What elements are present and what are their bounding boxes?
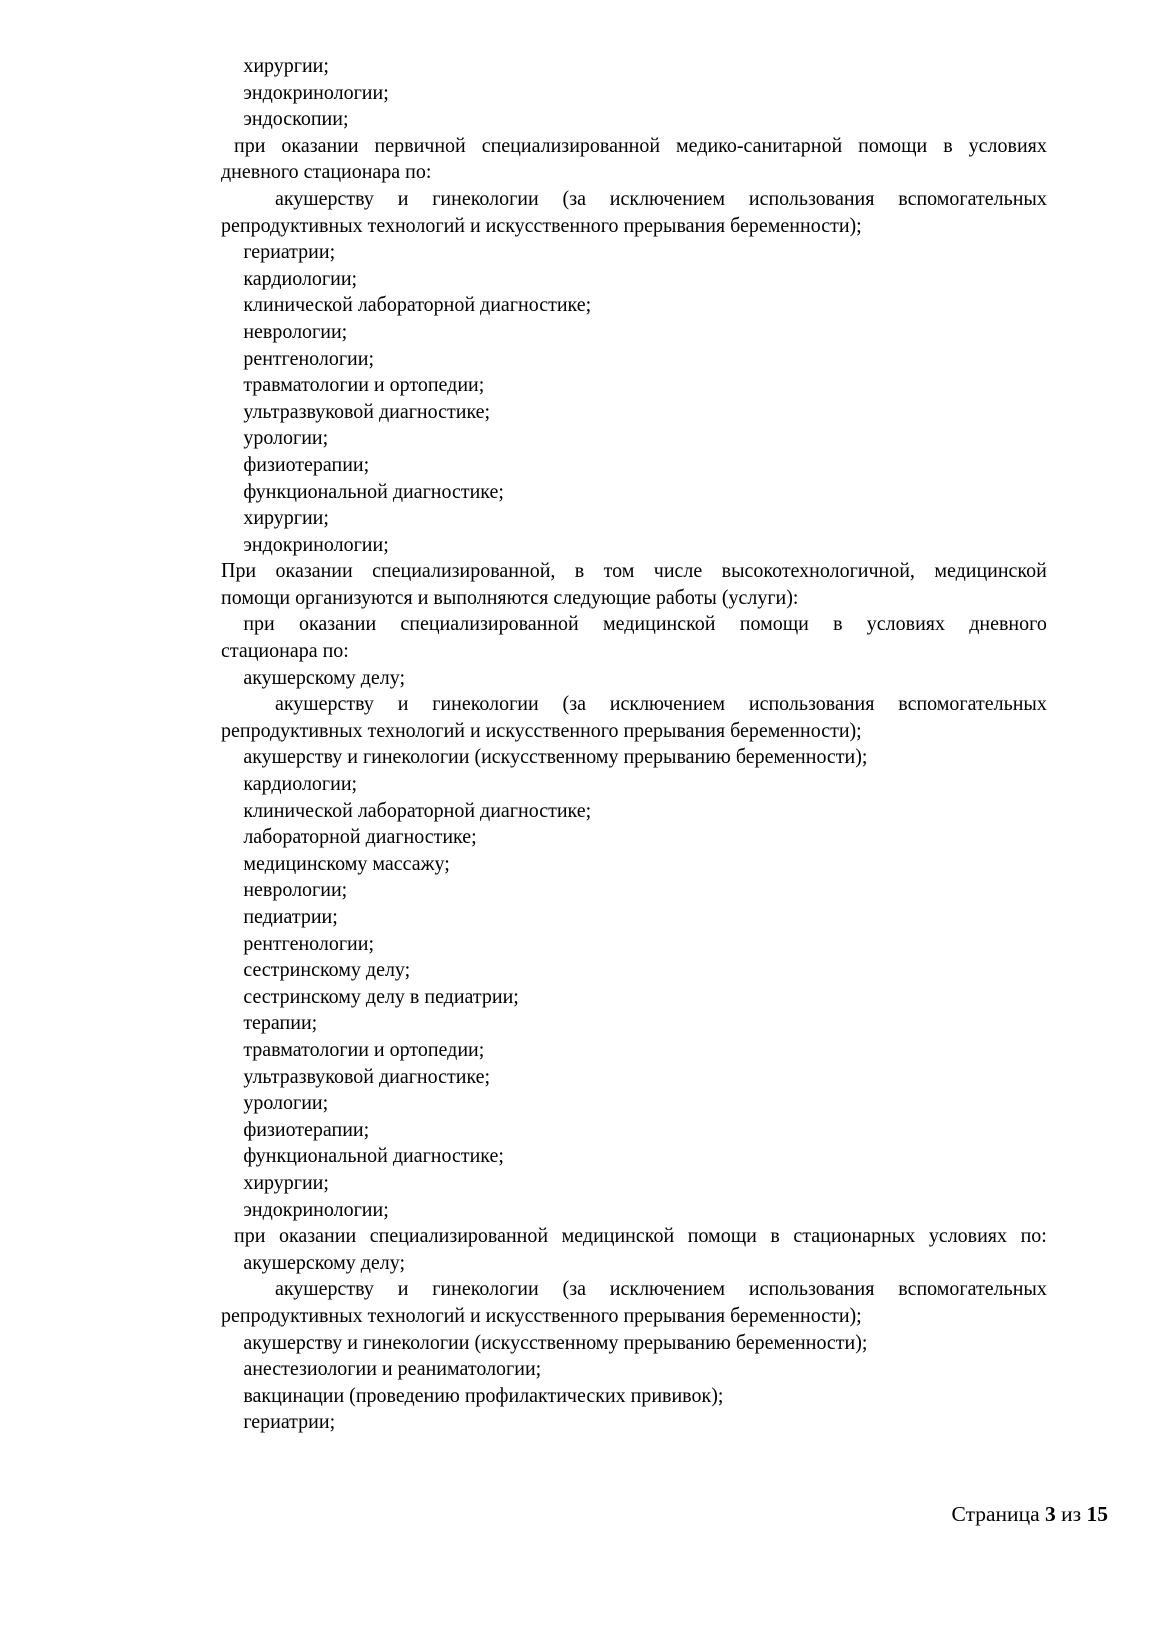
text-line: стационара по: xyxy=(221,638,349,663)
text-line: акушерству и гинекологии (за исключением использования вспомогательных xyxy=(274,691,1047,716)
text-line: эндокринологии; xyxy=(243,531,389,556)
text-line: акушерству и гинекологии (за исключением использования вспомогательных xyxy=(274,1276,1047,1301)
text-line: рентгенологии; xyxy=(243,345,375,370)
document-body xyxy=(221,52,1047,1435)
text-line: хирургии; xyxy=(243,53,329,77)
text-line: педиатрии; xyxy=(243,904,338,928)
text-line: репродуктивных технологий и искусственного прерывания беременности); xyxy=(221,1302,862,1327)
text-line: акушерству и гинекологии (за исключением использования вспомогательных xyxy=(274,185,1047,210)
text-line: эндоскопии; xyxy=(243,106,349,131)
text-line: ультразвуковой диагностике; xyxy=(243,1063,491,1088)
text-line: вакцинации (проведению профилактических прививок); xyxy=(243,1382,724,1407)
text-line: лабораторной диагностике; xyxy=(243,824,477,849)
text-line: При оказании специализированной, в том числе высокотехнологичной, медицинской xyxy=(221,558,1047,583)
text-line: травматологии и ортопедии; xyxy=(243,372,485,397)
text-line: гериатрии; xyxy=(243,239,336,264)
text-line: акушерскому делу; xyxy=(243,1249,406,1274)
text-line: кардиологии; xyxy=(243,771,358,796)
text-line: дневного стационара по: xyxy=(221,159,432,184)
text-line: при оказании специализированной медицинской помощи в стационарных условиях по: xyxy=(234,1223,1047,1248)
of-label: из xyxy=(1061,1502,1082,1526)
text-line: урологии; xyxy=(243,425,329,450)
text-line: физиотерапии; xyxy=(243,451,370,476)
text-line: анестезиологии и реаниматологии; xyxy=(243,1356,542,1381)
text-line: травматологии и ортопедии; xyxy=(243,1036,485,1061)
text-line: хирургии; xyxy=(243,505,329,530)
text-line: репродуктивных технологий и искусственного прерывания беременности); xyxy=(221,212,862,237)
text-line: помощи организуются и выполняются следующие работы (услуги): xyxy=(221,584,799,609)
text-line: урологии; xyxy=(243,1090,329,1115)
text-line: акушерству и гинекологии (искусственному прерыванию беременности); xyxy=(243,744,868,769)
text-line: сестринскому делу в педиатрии; xyxy=(243,983,519,1008)
text-line: медицинскому массажу; xyxy=(243,850,450,875)
text-line: акушерскому делу; xyxy=(243,664,406,689)
text-line: функциональной диагностике; xyxy=(243,1143,504,1168)
text-line: кардиологии; xyxy=(243,265,358,290)
text-line: неврологии; xyxy=(243,318,348,343)
page-footer xyxy=(952,1502,1108,1527)
total-pages-number: 15 xyxy=(1086,1502,1108,1526)
text-line: гериатрии; xyxy=(243,1409,336,1434)
text-line: эндокринологии; xyxy=(243,79,389,104)
text-line: при оказании специализированной медицинской помощи в условиях дневного xyxy=(243,611,1047,636)
text-line: клинической лабораторной диагностике; xyxy=(243,797,592,822)
text-line: сестринскому делу; xyxy=(243,957,411,982)
text-line: ультразвуковой диагностике; xyxy=(243,398,491,423)
text-line: репродуктивных технологий и искусственного прерывания беременности); xyxy=(221,717,862,742)
text-line: рентгенологии; xyxy=(243,930,375,955)
text-line: при оказании первичной специализированной медико-санитарной помощи в условиях xyxy=(234,132,1047,157)
text-line: физиотерапии; xyxy=(243,1116,370,1141)
text-line: хирургии; xyxy=(243,1169,329,1194)
page-label: Страница xyxy=(951,1502,1040,1526)
text-line: клинической лабораторной диагностике; xyxy=(243,292,592,317)
text-line: терапии; xyxy=(243,1010,318,1035)
text-line: неврологии; xyxy=(243,877,348,902)
text-line: акушерству и гинекологии (искусственному прерыванию беременности); xyxy=(243,1329,868,1354)
current-page-number: 3 xyxy=(1045,1502,1056,1526)
text-line: эндокринологии; xyxy=(243,1196,389,1221)
text-line: функциональной диагностике; xyxy=(243,478,504,503)
